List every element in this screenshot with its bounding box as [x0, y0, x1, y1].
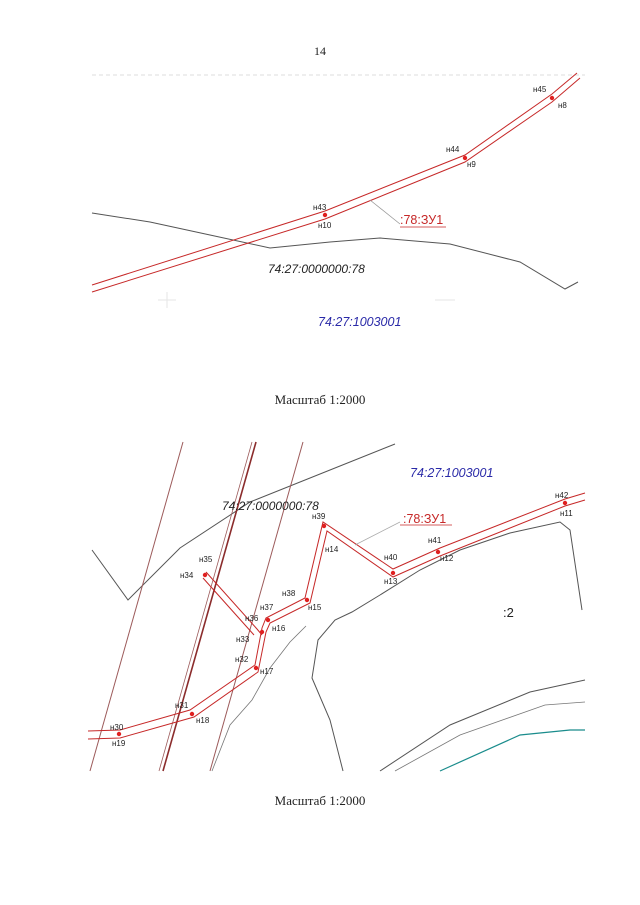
- point-label: н39: [312, 512, 326, 521]
- point-marker: [563, 501, 567, 505]
- zu-leader: [370, 200, 400, 224]
- point-label: н30: [110, 723, 124, 732]
- scale-label-top: Масштаб 1:2000: [274, 392, 366, 407]
- point-label: н40: [384, 553, 398, 562]
- cadastral-number: 74:27:0000000:78: [268, 262, 365, 276]
- point-label: н13: [384, 577, 398, 586]
- point-marker: [391, 571, 395, 575]
- teal-line: [440, 730, 585, 771]
- point-label: н11: [560, 509, 573, 518]
- point-label: н8: [558, 101, 567, 110]
- point-label: н45: [533, 85, 547, 94]
- point-marker: [305, 598, 309, 602]
- point-label: н34: [180, 571, 194, 580]
- cadastral-boundary: [92, 213, 578, 289]
- quarter-number: 74:27:1003001: [318, 315, 402, 329]
- point-label: н18: [196, 716, 210, 725]
- point-label: н31: [175, 701, 189, 710]
- point-marker: [190, 712, 194, 716]
- point-label: н17: [260, 667, 274, 676]
- point-label: н14: [325, 545, 339, 554]
- zu-boundary-lower: [92, 78, 580, 292]
- point-label: н41: [428, 536, 442, 545]
- parcel-boundary-lower: [212, 626, 306, 771]
- quarter-number: 74:27:1003001: [410, 466, 494, 480]
- point-label: н19: [112, 739, 126, 748]
- zu-label: :78:ЗУ1: [403, 512, 447, 526]
- page-number: 14: [314, 44, 326, 58]
- zu-spur: [206, 572, 262, 635]
- point-marker: [323, 213, 327, 217]
- point-label: н15: [308, 603, 322, 612]
- point-label: н9: [467, 160, 476, 169]
- point-label: н35: [199, 555, 213, 564]
- contour-line: [395, 702, 585, 771]
- cadastral-number: 74:27:0000000:78: [222, 499, 319, 513]
- point-label: н10: [318, 221, 332, 230]
- point-label: н38: [282, 589, 296, 598]
- point-label: н42: [555, 491, 569, 500]
- point-label: н37: [260, 603, 274, 612]
- point-marker: [550, 96, 554, 100]
- point-marker: [266, 618, 270, 622]
- zu-spur: [203, 578, 254, 635]
- point-label: н43: [313, 203, 327, 212]
- point-label: н33: [236, 635, 250, 644]
- scale-label-bottom: Масштаб 1:2000: [274, 793, 366, 808]
- point-label: н16: [272, 624, 286, 633]
- contour-line: [380, 680, 585, 771]
- cadastral-boundary: [92, 444, 395, 600]
- zu-label: :78:ЗУ1: [400, 213, 444, 227]
- point-marker: [322, 524, 326, 528]
- point-label: н32: [235, 655, 249, 664]
- map-bottom: [0, 430, 640, 775]
- parcel-label: :2: [503, 605, 514, 620]
- zu-boundary-upper: [92, 73, 577, 285]
- point-marker: [254, 666, 258, 670]
- point-label: н12: [440, 554, 454, 563]
- point-marker: [117, 732, 121, 736]
- point-label: н36: [245, 614, 259, 623]
- road-line: [90, 442, 183, 771]
- zu-leader: [355, 522, 400, 545]
- point-marker: [203, 573, 207, 577]
- map-top: [0, 0, 640, 360]
- point-label: н44: [446, 145, 460, 154]
- point-marker: [260, 630, 264, 634]
